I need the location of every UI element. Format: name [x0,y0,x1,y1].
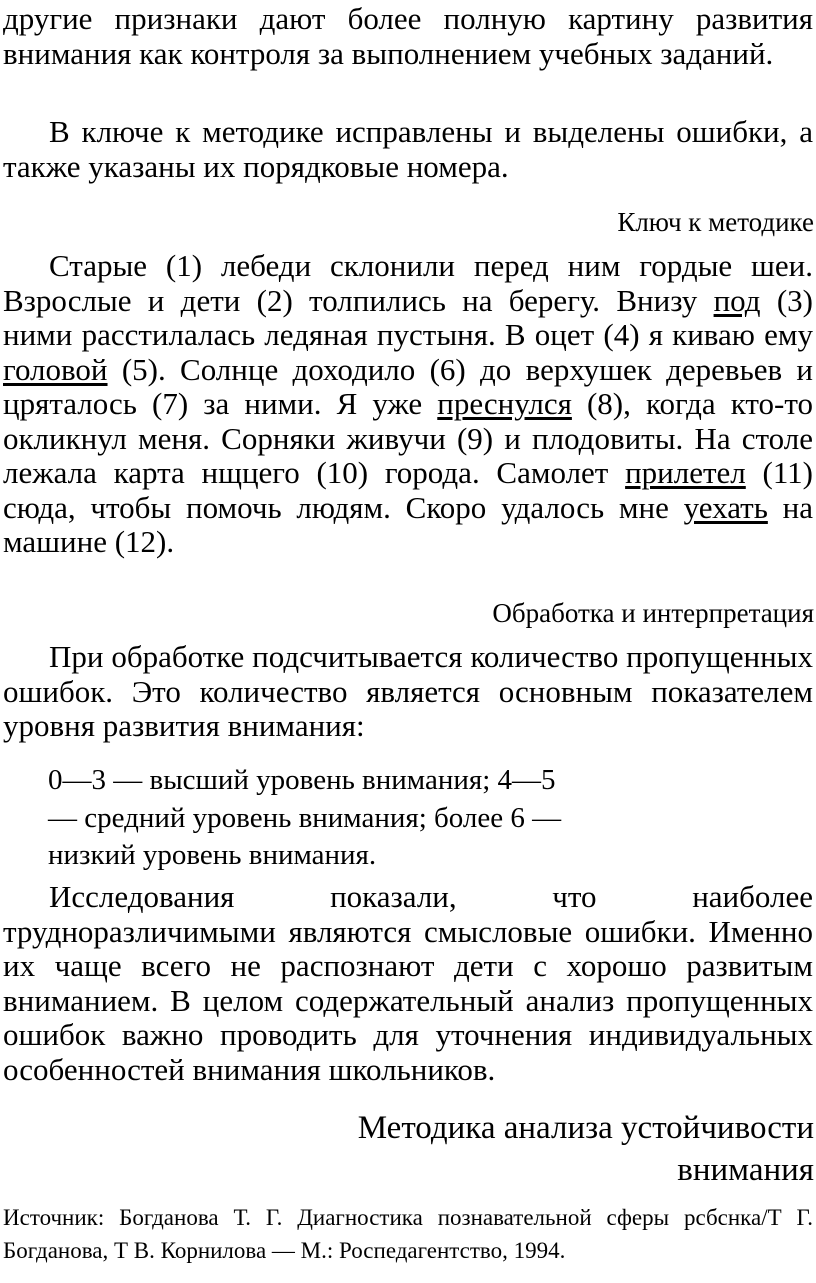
method-heading [214,1107,814,1191]
attention-levels-line: низкий уровень внимания. [48,839,377,871]
key-text-segment: на машине (12). [3,489,813,559]
intro-paragraph-continuation: другие признаки дают более полную картину развития внимания как контроля за выполнением учебных заданий. [3,1,813,71]
key-text-segment: Старые (1) лебеди склонили перед ним гордые шеи. Взрослые и дети (2) толпились на берегу. Внизу [3,248,813,318]
key-text-segment: (3) ними расстилалась ледяная пустыня. В оцет (4) я киваю ему [3,282,813,352]
corrected-word: прилетел [625,455,746,490]
key-text-segment: (11) сюда, чтобы помочь людям. Скоро удалось мне [3,455,814,525]
attention-levels [48,762,638,875]
corrected-word: преснулся [437,386,572,421]
attention-levels-line: 0—3 — высший уровень внимания; 4—5 [48,764,556,796]
key-text-paragraph [3,249,813,560]
corrected-word: уехать [683,489,768,525]
key-text-segment: (8), когда кто-то окликнул меня. Сорняки живучи (9) и плодовиты. На столе лежала карта нщцего (10) города. Самолет [3,386,813,490]
key-text-segment: (5). Солнце доходило (6) до верхушек деревьев и цряталось (7) за ними. Я уже [3,351,813,421]
corrected-word: под [713,282,761,318]
method-heading-line: внимания [677,1152,814,1188]
processing-paragraph: При обработке подсчитывается количество пропущенных ошибок. Это количество является основным показателем уровня развития внимания: [3,639,813,743]
source-citation: Источник: Богданова Т. Г. Диагностика познавательной сферы рсбснка/Т Г. Богданова, Т В. Корнилова — М.: Роспедагентство, 1994. [3,1205,813,1263]
key-section-title: Ключ к методике [617,207,814,237]
processing-section-title: Обработка и интерпретация [492,598,814,628]
attention-levels-line: — средний уровень внимания; более 6 — [48,801,562,834]
intro-paragraph-key-note: В ключе к методике исправлены и выделены ошибки, а также указаны их порядковые номера. [3,114,813,184]
method-heading-line: Методика анализа устойчивости [357,1110,814,1146]
corrected-word: головой [3,351,108,387]
research-paragraph: Исследования показали, что наиболее трудноразличимыми являются смысловые ошибки. Именно их чаще всего не распознают дети с хорошо развитым вниманием. В целом содержательный анализ пропущенных ошибок важно проводить для уточнения индивидуальных особенностей внимания школьников. [3,879,813,1087]
